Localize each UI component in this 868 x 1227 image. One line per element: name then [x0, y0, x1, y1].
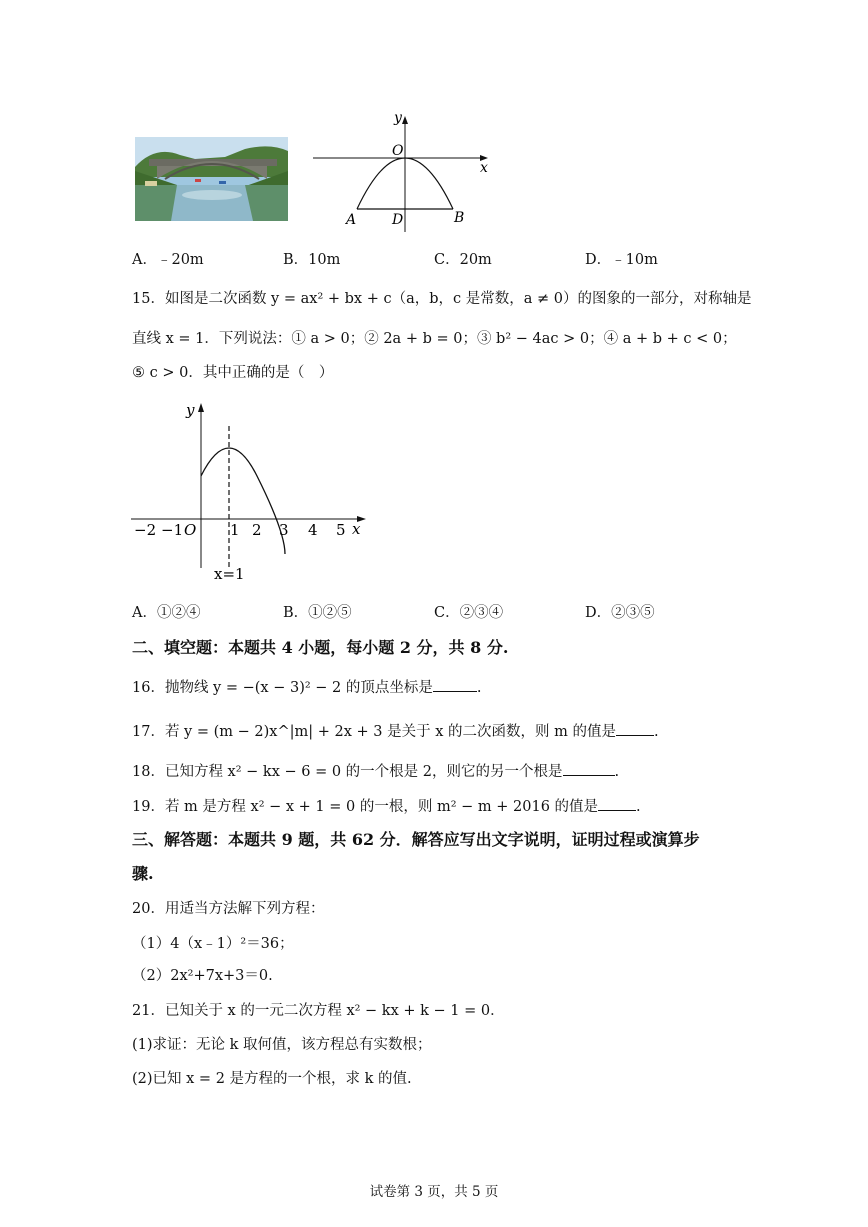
- q21-part2: (2)已知 x = 2 是方程的一个根，求 k 的值.: [132, 1071, 412, 1087]
- q19-text: 19．若 m 是方程 x² − x + 1 = 0 的一根，则 m² − m + 2016 的值是: [132, 799, 599, 815]
- q18: [132, 761, 619, 782]
- graph-label-y: y: [394, 110, 402, 126]
- page-footer: 试卷第 3 页，共 5 页: [369, 1184, 499, 1200]
- section3-heading-line1: 三、解答题：本题共 9 题，共 62 分．解答应写出文字说明，证明过程或演算步: [132, 830, 700, 849]
- section2-heading: 二、填空题：本题共 4 小题，每小题 2 分，共 8 分.: [132, 638, 509, 657]
- section3-heading-line2: 骤.: [132, 864, 154, 883]
- answer-blank: [598, 796, 636, 811]
- q15-stem-line1: 15．如图是二次函数 y = ax² + bx + c（a，b，c 是常数，a ≠ 0）的图象的一部分，对称轴是: [132, 291, 752, 307]
- bridge-photo: [135, 137, 288, 221]
- q15-option-c: C．②③④: [434, 605, 504, 621]
- graph-label-x: x: [352, 520, 361, 538]
- q17-end: .: [653, 724, 659, 740]
- graph-label-y: y: [186, 401, 195, 419]
- q15-option-b: B．①②⑤: [283, 605, 352, 621]
- q16-end: .: [476, 680, 482, 696]
- q14-option-a: A．﹣20m: [132, 252, 204, 268]
- graph-label-o: O: [392, 143, 404, 159]
- q14-option-d: D．﹣10m: [585, 252, 658, 268]
- bridge-photo-drawing: [135, 137, 288, 221]
- tick-label: −2: [134, 521, 157, 539]
- graph-label-a: A: [346, 212, 357, 228]
- graph-label-x: x: [480, 160, 488, 176]
- graph-label-d: D: [392, 212, 404, 228]
- tick-label: 1: [230, 521, 240, 539]
- answer-blank: [563, 761, 615, 776]
- tick-label: 4: [308, 521, 318, 539]
- q15-parabola-graph: [128, 398, 373, 586]
- q16: [132, 677, 481, 698]
- q19: [132, 796, 641, 817]
- tick-label: 2: [252, 521, 262, 539]
- q15-option-a: A．①②④: [132, 605, 201, 621]
- tick-label: −1: [161, 521, 184, 539]
- q18-text: 18．已知方程 x² − kx − 6 = 0 的一个根是 2，则它的另一个根是: [132, 764, 563, 780]
- q17: [132, 721, 659, 742]
- arch-coordinate-graph: [308, 108, 498, 236]
- q17-text: 17．若 y = (m − 2)x^|m| + 2x + 3 是关于 x 的二次函数，则 m 的值是: [132, 724, 616, 740]
- q20-part2: （2）2x²+7x+3＝0.: [132, 968, 273, 984]
- q18-end: .: [614, 764, 620, 780]
- answer-blank: [616, 721, 654, 736]
- answer-blank: [433, 677, 477, 692]
- q19-end: .: [636, 799, 641, 815]
- q20-stem: 20．用适当方法解下列方程：: [132, 901, 325, 917]
- q15-option-d: D．②③⑤: [585, 605, 655, 621]
- tick-label: 3: [279, 521, 289, 539]
- q21-part1: (1)求证：无论 k 取何值，该方程总有实数根；: [132, 1037, 432, 1053]
- q20-part1: （1）4（x﹣1）²＝36；: [132, 936, 294, 952]
- graph-label-b: B: [454, 210, 465, 226]
- parabola-curve: [201, 448, 285, 554]
- q15-stem-line3: ⑤ c > 0．其中正确的是（ ）: [132, 365, 334, 381]
- symmetry-axis-label: x=1: [214, 565, 245, 583]
- q15-stem-line2: 直线 x = 1．下列说法：① a > 0；② 2a + b = 0；③ b² − 4ac > 0；④ a + b + c < 0；: [132, 331, 737, 347]
- q21-stem: 21．已知关于 x 的一元二次方程 x² − kx + k − 1 = 0．: [132, 1003, 505, 1019]
- y-axis-arrow-icon: [198, 403, 204, 412]
- q14-option-c: C．20m: [434, 252, 492, 268]
- y-axis-arrow-icon: [402, 116, 408, 124]
- graph-label-origin: O: [184, 521, 197, 539]
- q14-option-b: B．10m: [283, 252, 341, 268]
- tick-label: 5: [336, 521, 346, 539]
- q16-text: 16．抛物线 y = −(x − 3)² − 2 的顶点坐标是: [132, 680, 433, 696]
